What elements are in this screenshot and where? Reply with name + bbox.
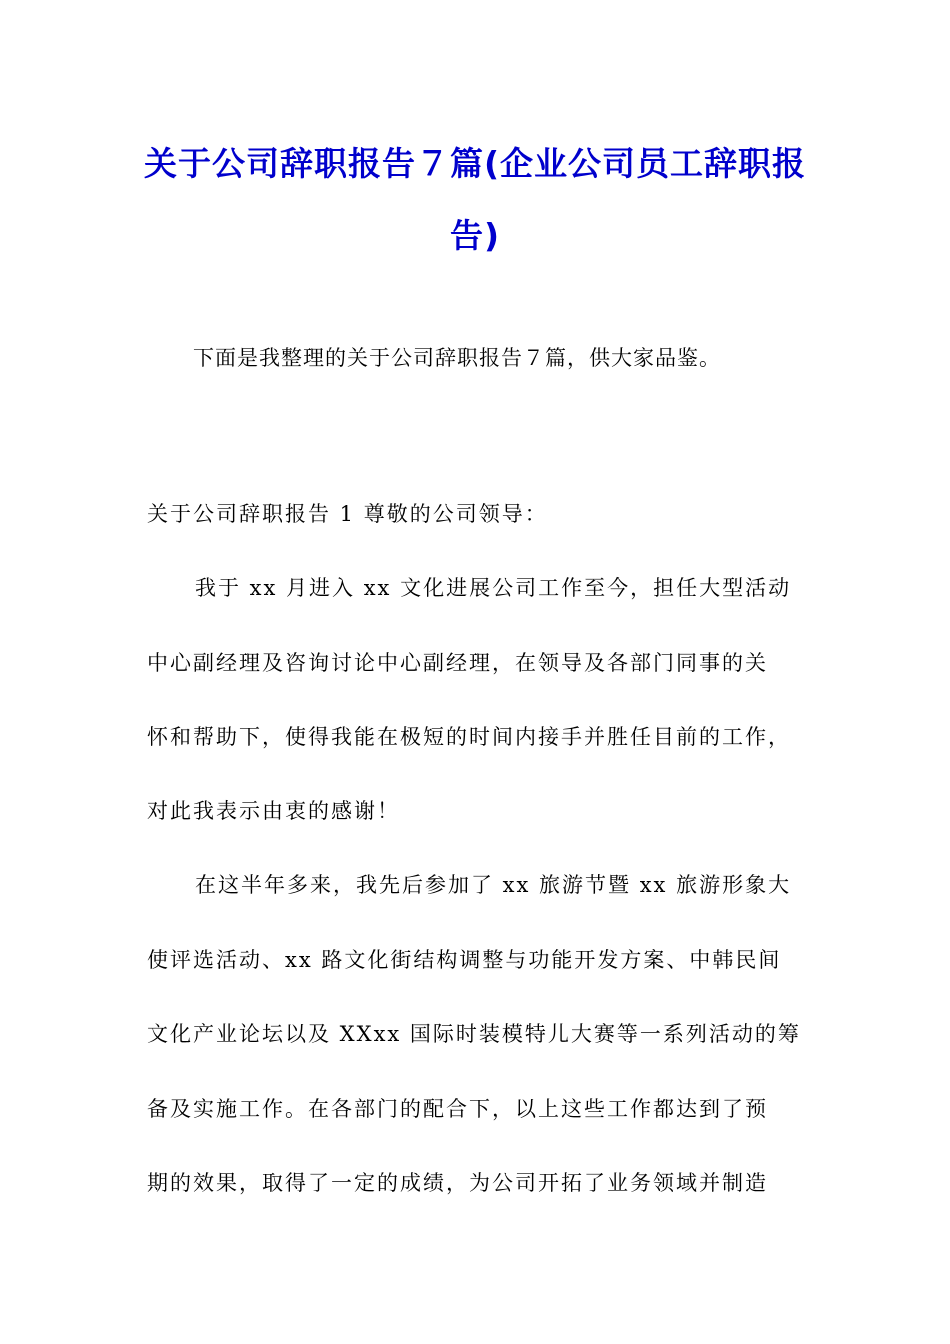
document-title: 关于公司辞职报告７篇(企业公司员工辞职报告) <box>143 144 807 255</box>
intro-text: 下面是我整理的关于公司辞职报告７篇，供大家品鉴。 <box>193 346 721 370</box>
paragraph-2-line: 文化产业论坛以及 XXxx 国际时装模特儿大赛等一系列活动的筹 <box>147 1022 801 1046</box>
paragraph-1-line: 我于 xx 月进入 xx 文化进展公司工作至今，担任大型活动 <box>195 576 792 600</box>
paragraph-2-line: 备及实施工作。在各部门的配合下，以上这些工作都达到了预 <box>147 1097 768 1121</box>
paragraph-1-line: 中心副经理及咨询讨论中心副经理，在领导及各部门同事的关 <box>147 651 768 675</box>
paragraph-2-line: 使评选活动、xx 路文化街结构调整与功能开发方案、中韩民间 <box>147 948 782 972</box>
paragraph-2-line: 在这半年多来，我先后参加了 xx 旅游节暨 xx 旅游形象大 <box>195 873 792 897</box>
paragraph-1-line: 对此我表示由衷的感谢！ <box>147 799 400 823</box>
paragraph-2-line: 期的效果，取得了一定的成绩，为公司开拓了业务领域并制造 <box>147 1171 768 1195</box>
paragraph-1-line: 怀和帮助下，使得我能在极短的时间内接手并胜任目前的工作， <box>147 725 791 749</box>
section-heading: 关于公司辞职报告 1 尊敬的公司领导： <box>147 502 548 526</box>
